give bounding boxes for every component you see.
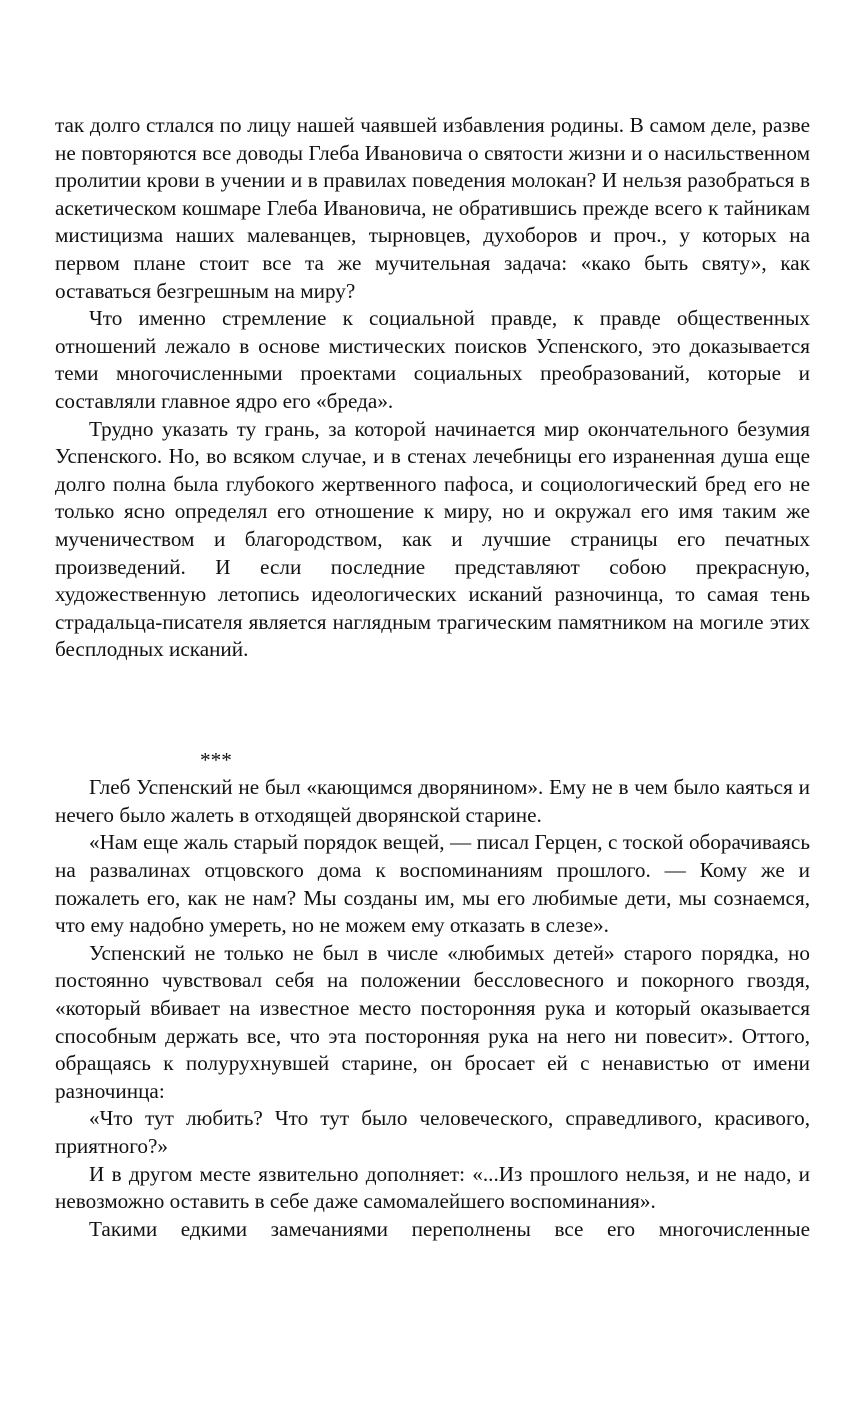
paragraph-4: Глеб Успенский не был «кающимся дворянином». Ему не в чем было каяться и нечего было жалеть в отходящей дворянской старине. xyxy=(55,775,810,827)
paragraph-2: Что именно стремление к социальной правде, к правде общественных отношений лежало в основе мистических поисков Успенского, это доказывается теми многочисленными проектами социальных преобразований, которые и составляли главное ядро его «бреда». xyxy=(55,306,810,413)
paragraph-7: «Что тут любить? Что тут было человеческого, справедливого, красивого, приятного?» xyxy=(55,1106,810,1158)
paragraph-5: «Нам еще жаль старый порядок вещей, — писал Герцен, с тоской оборачиваясь на развалинах отцовского дома к воспоминаниям прошлого. — Кому же и пожалеть его, как не нам? Мы созданы им, мы его любимые дети, мы сознаемся, что ему надобно умереть, но не можем ему отказать в слезе». xyxy=(55,830,810,938)
section-separator: *** xyxy=(200,747,232,772)
section-gap xyxy=(55,664,810,747)
document-page xyxy=(55,112,810,1243)
paragraph-1: так долго стлался по лицу нашей чаявшей избавления родины. В самом деле, разве не повторяются все доводы Глеба Ивановича о святости жизни и о насильственном пролитии крови в учении и в правилах поведения молокан? И нельзя разобраться в аскетическом кошмаре Глеба Ивановича, не обратившись прежде всего к тайникам мистицизма наших малеванцев, тырновцев, духоборов и проч., у которых на первом плане стоит все та же мучительная задача: «како быть святу», как оставаться безгрешным на миру? xyxy=(55,113,810,303)
paragraph-8: И в другом месте язвительно дополняет: «...Из прошлого нельзя, и не надо, и невозможно оставить в себе даже самомалейшего воспоминания». xyxy=(55,1161,810,1214)
paragraph-3: Трудно указать ту грань, за которой начинается мир окончательного безумия Успенского. Но, во всяком случае, и в стенах лечебницы его израненная душа еще долго полна была глубокого жертвенного пафоса, и социологический бред его не только ясно определял его отношение к миру, но и окружал его имя таким же мученичеством и благородством, как и лучшие страницы его печатных произведений. И если последние представляют собою прекрасную, художественную летопись идеологических исканий разночинца, то самая тень страдальца-писателя является наглядным трагическим памятником на могиле этих бесплодных исканий. xyxy=(55,416,810,662)
paragraph-6: Успенский не только не был в числе «любимых детей» старого порядка, но постоянно чувствовал себя на положении бессловесного и покорного гвоздя, «который вбивает на известное место посторонняя рука и который оказывается способным держать все, что эта посторонняя рука на него ни повесит». Оттого, обращаясь к полурухнувшей старине, он бросает ей с ненавистью от имени разночинца: xyxy=(55,940,810,1103)
paragraph-9: Такими едкими замечаниями переполнены все его многочисленные xyxy=(89,1216,810,1241)
